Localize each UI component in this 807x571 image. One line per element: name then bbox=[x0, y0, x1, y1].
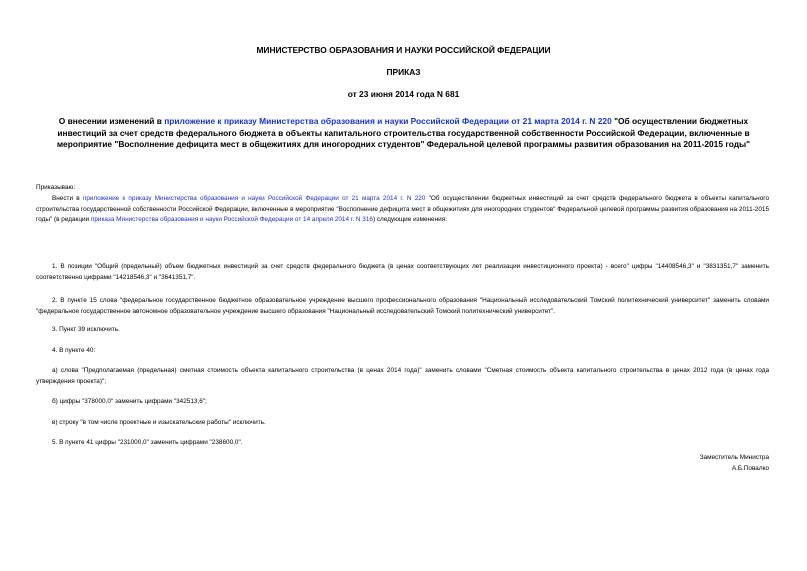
subject-suffix: "Об осуществлении бюджетных инвестиций за счет средств федерального бюджета в объекты капитального строительства государственной собственности Российской Федерации, включенные в мероприятие "Восполнение дефицита мест в общежитиях для иногородних студентов" Федеральной целевой программы развития образования на 2011-2015 годы" bbox=[56, 116, 751, 150]
subject-link[interactable]: приложение к приказу Министерства образования и науки Российской Федерации от 21 марта 2014 г. N 220 bbox=[164, 116, 612, 126]
subject-prefix: О внесении изменений в bbox=[58, 116, 165, 126]
intro-link-amendment[interactable]: приказа Министерства образования и науки Российской Федерации от 14 апреля 2014 г. N 316 bbox=[90, 216, 373, 223]
item-4a: а) слова "Предполагаемая (предельная) сметная стоимость объекта капитального строительства (в ценах 2014 года)" заменить словами "Сметная стоимость объекта капитального строительства в ценах 2012 года (в ценах года утверждения проекта)"; bbox=[36, 367, 769, 385]
item-4b: б) цифры "378000,0" заменить цифрами "342513,6"; bbox=[52, 398, 207, 405]
item-4: 4. В пункте 40: bbox=[52, 347, 96, 354]
order-word: Приказываю: bbox=[36, 184, 76, 191]
doc-type-heading: ПРИКАЗ bbox=[386, 67, 421, 77]
item-1: 1. В позиции "Общий (предельный) объем бюджетных инвестиций за счет средств федерального бюджета (в ценах соответствующих лет реализации инвестиционного проекта) - всего" цифры "14408546,3" и "3831351,7" заменить соответственно цифрами "14218546,3" и "3641351,7". bbox=[36, 263, 769, 281]
intro-paragraph bbox=[36, 194, 769, 226]
date-number: от 23 июня 2014 года N 681 bbox=[347, 89, 460, 99]
item-2: 2. В пункте 15 слова "федеральное государственное бюджетное образовательное учреждение высшего профессионального образования "Национальный исследовательский Томский политехнический университет" заменить словами "федеральное государственное автономное образовательное учреждение высшего образования "Национальный исследовательский Томский политехнический университет". bbox=[36, 297, 769, 315]
order-subject bbox=[36, 116, 771, 151]
item-4c: в) строку "в том числе проектные и изыскательские работы" исключить. bbox=[52, 419, 266, 426]
ministry-heading: МИНИСТЕРСТВО ОБРАЗОВАНИЯ И НАУКИ РОССИЙСКОЙ ФЕДЕРАЦИИ bbox=[256, 45, 551, 55]
signature-block bbox=[700, 452, 769, 474]
intro-middle: "Об осуществлении бюджетных инвестиций за счет средств федерального бюджета в объекты капитального строительства государственной собственности Российской Федерации, включенные в мероприятие "Восполнение дефицита мест в общежитиях для иногородних студентов" Федеральной целевой программы развития образования на 2011-2015 годы" (в редакции bbox=[36, 195, 769, 223]
intro-suffix: ) следующие изменения: bbox=[372, 216, 447, 223]
intro-link[interactable]: приложение к приказу Министерства образования и науки Российской Федерации от 21 марта 2014 г. N 220 bbox=[82, 195, 426, 202]
intro-prefix: Внести в bbox=[52, 195, 83, 202]
signature-name: А.Б.Повалко bbox=[731, 465, 769, 472]
signature-position: Заместитель Министра bbox=[699, 454, 769, 461]
item-5: 5. В пункте 41 цифры "231000,0" заменить цифрами "238600,0". bbox=[52, 439, 243, 446]
item-3: 3. Пункт 39 исключить. bbox=[52, 326, 120, 333]
